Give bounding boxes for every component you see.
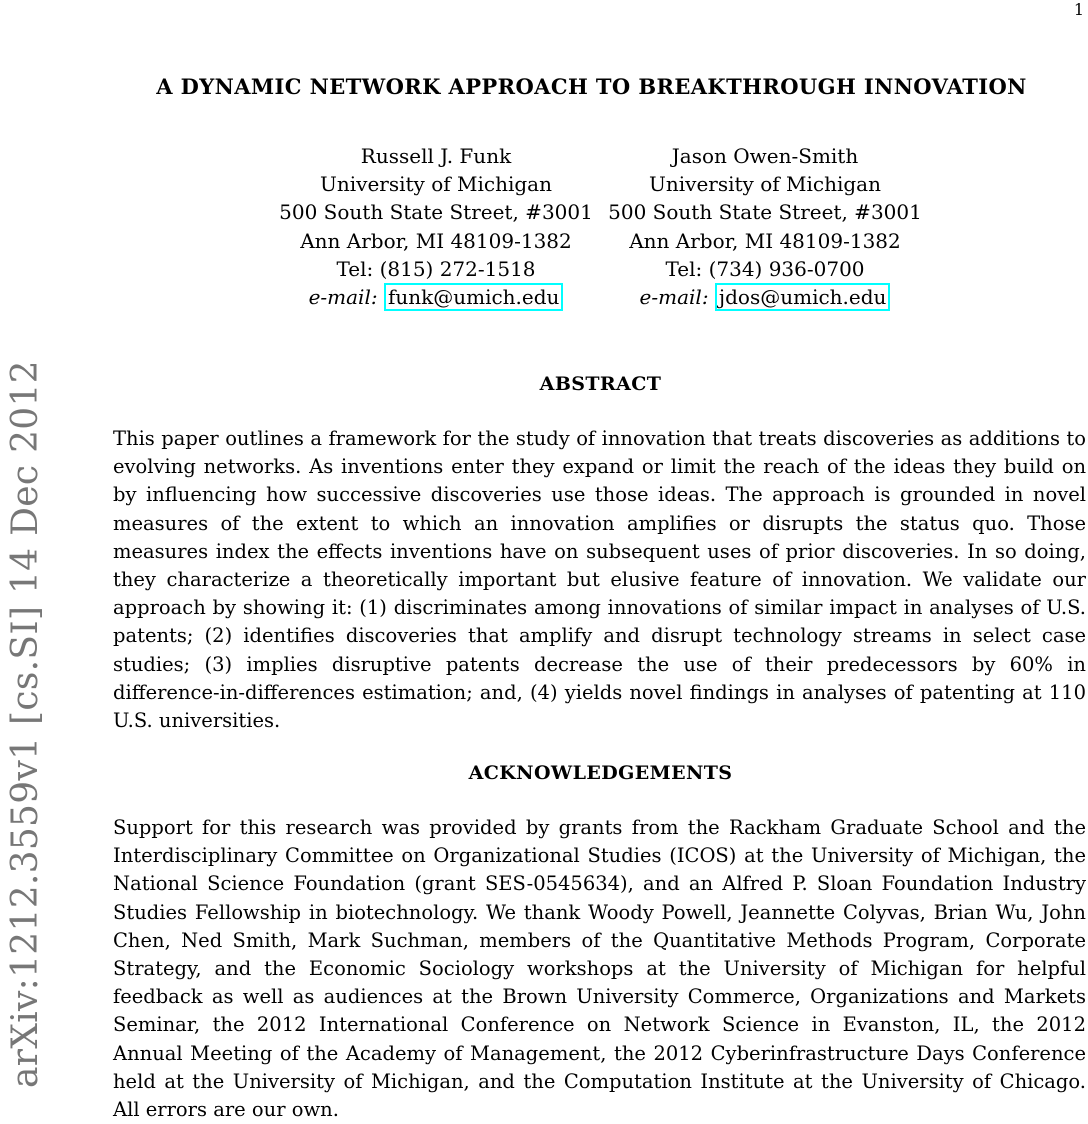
acknowledgements-heading: ACKNOWLEDGEMENTS <box>468 762 733 784</box>
author-1 <box>271 142 601 311</box>
author-email-line <box>271 283 601 311</box>
author-affiliation: University of Michigan <box>649 172 881 197</box>
author-city: Ann Arbor, MI 48109-1382 <box>300 228 572 253</box>
author-tel: Tel: (815) 272-1518 <box>336 256 536 281</box>
email-label: e-mail: <box>639 285 709 310</box>
author-city: Ann Arbor, MI 48109-1382 <box>629 228 901 253</box>
author-name: Jason Owen-Smith <box>671 144 859 168</box>
abstract-heading: ABSTRACT <box>539 373 662 395</box>
arxiv-stamp <box>0 360 46 1088</box>
acknowledgements-text: Support for this research was provided by grants from the Rackham Graduate School and the Interdisciplinary Committee on Organizational Studies (ICOS) at the University of Michigan, the National Science Foundation (grant SES-0545634), and an Alfred P. Sloan Foundation Industry Studies Fellowship in biotechnology. We thank Woody Powell, Jeannette Colyvas, Brian Wu, John Chen, Ned Smith, Mark Suchman, members of the Quantitative Methods Program, Corporate Strategy, and the Economic Sociology workshops at the University of Michigan for helpful feedback as well as audiences at the Brown University Commerce, Organizations and Markets Seminar, the 2012 International Conference on Network Science in Evanston, IL, the 2012 Annual Meeting of the Academy of Management, the 2012 Cyberinfrastructure Days Conference held at the University of Michigan, and the Computation Institute at the University of Chicago. All errors are our own. <box>113 816 1086 1122</box>
arxiv-stamp-text: arXiv:1212.3559v1 [cs.SI] 14 Dec 2012 <box>5 360 46 1088</box>
author-2 <box>600 142 930 311</box>
author-name: Russell J. Funk <box>360 144 512 168</box>
paper-title: A DYNAMIC NETWORK APPROACH TO BREAKTHROUGH INNOVATION <box>156 74 1027 99</box>
author-tel: Tel: (734) 936-0700 <box>665 256 865 281</box>
abstract-text: This paper outlines a framework for the study of innovation that treats discoveries as additions to evolving networks. As inventions enter they expand or limit the reach of the ideas they build on by influencing how successive discoveries use those ideas. The approach is grounded in novel measures of the extent to which an innovation amplifies or disrupts the status quo. Those measures index the effects inventions have on subsequent uses of prior discoveries. In so doing, they characterize a theoretically important but elusive feature of innovation. We validate our approach by showing it: (1) discriminates among innovations of similar impact in analyses of U.S. patents; (2) identifies discoveries that amplify and disrupt technology streams in select case studies; (3) implies disruptive patents decrease the use of their predecessors by 60% in difference-in-differences estimation; and, (4) yields novel findings in analyses of patenting at 110 U.S. universities. <box>113 427 1086 733</box>
email-link[interactable]: funk@umich.edu <box>384 283 563 311</box>
email-label: e-mail: <box>308 285 378 310</box>
author-email-line <box>600 283 930 311</box>
email-link[interactable]: jdos@umich.edu <box>715 283 891 311</box>
author-street: 500 South State Street, #3001 <box>608 200 922 225</box>
page-number: 1 <box>1073 0 1084 19</box>
author-street: 500 South State Street, #3001 <box>279 200 593 225</box>
author-affiliation: University of Michigan <box>320 172 552 197</box>
